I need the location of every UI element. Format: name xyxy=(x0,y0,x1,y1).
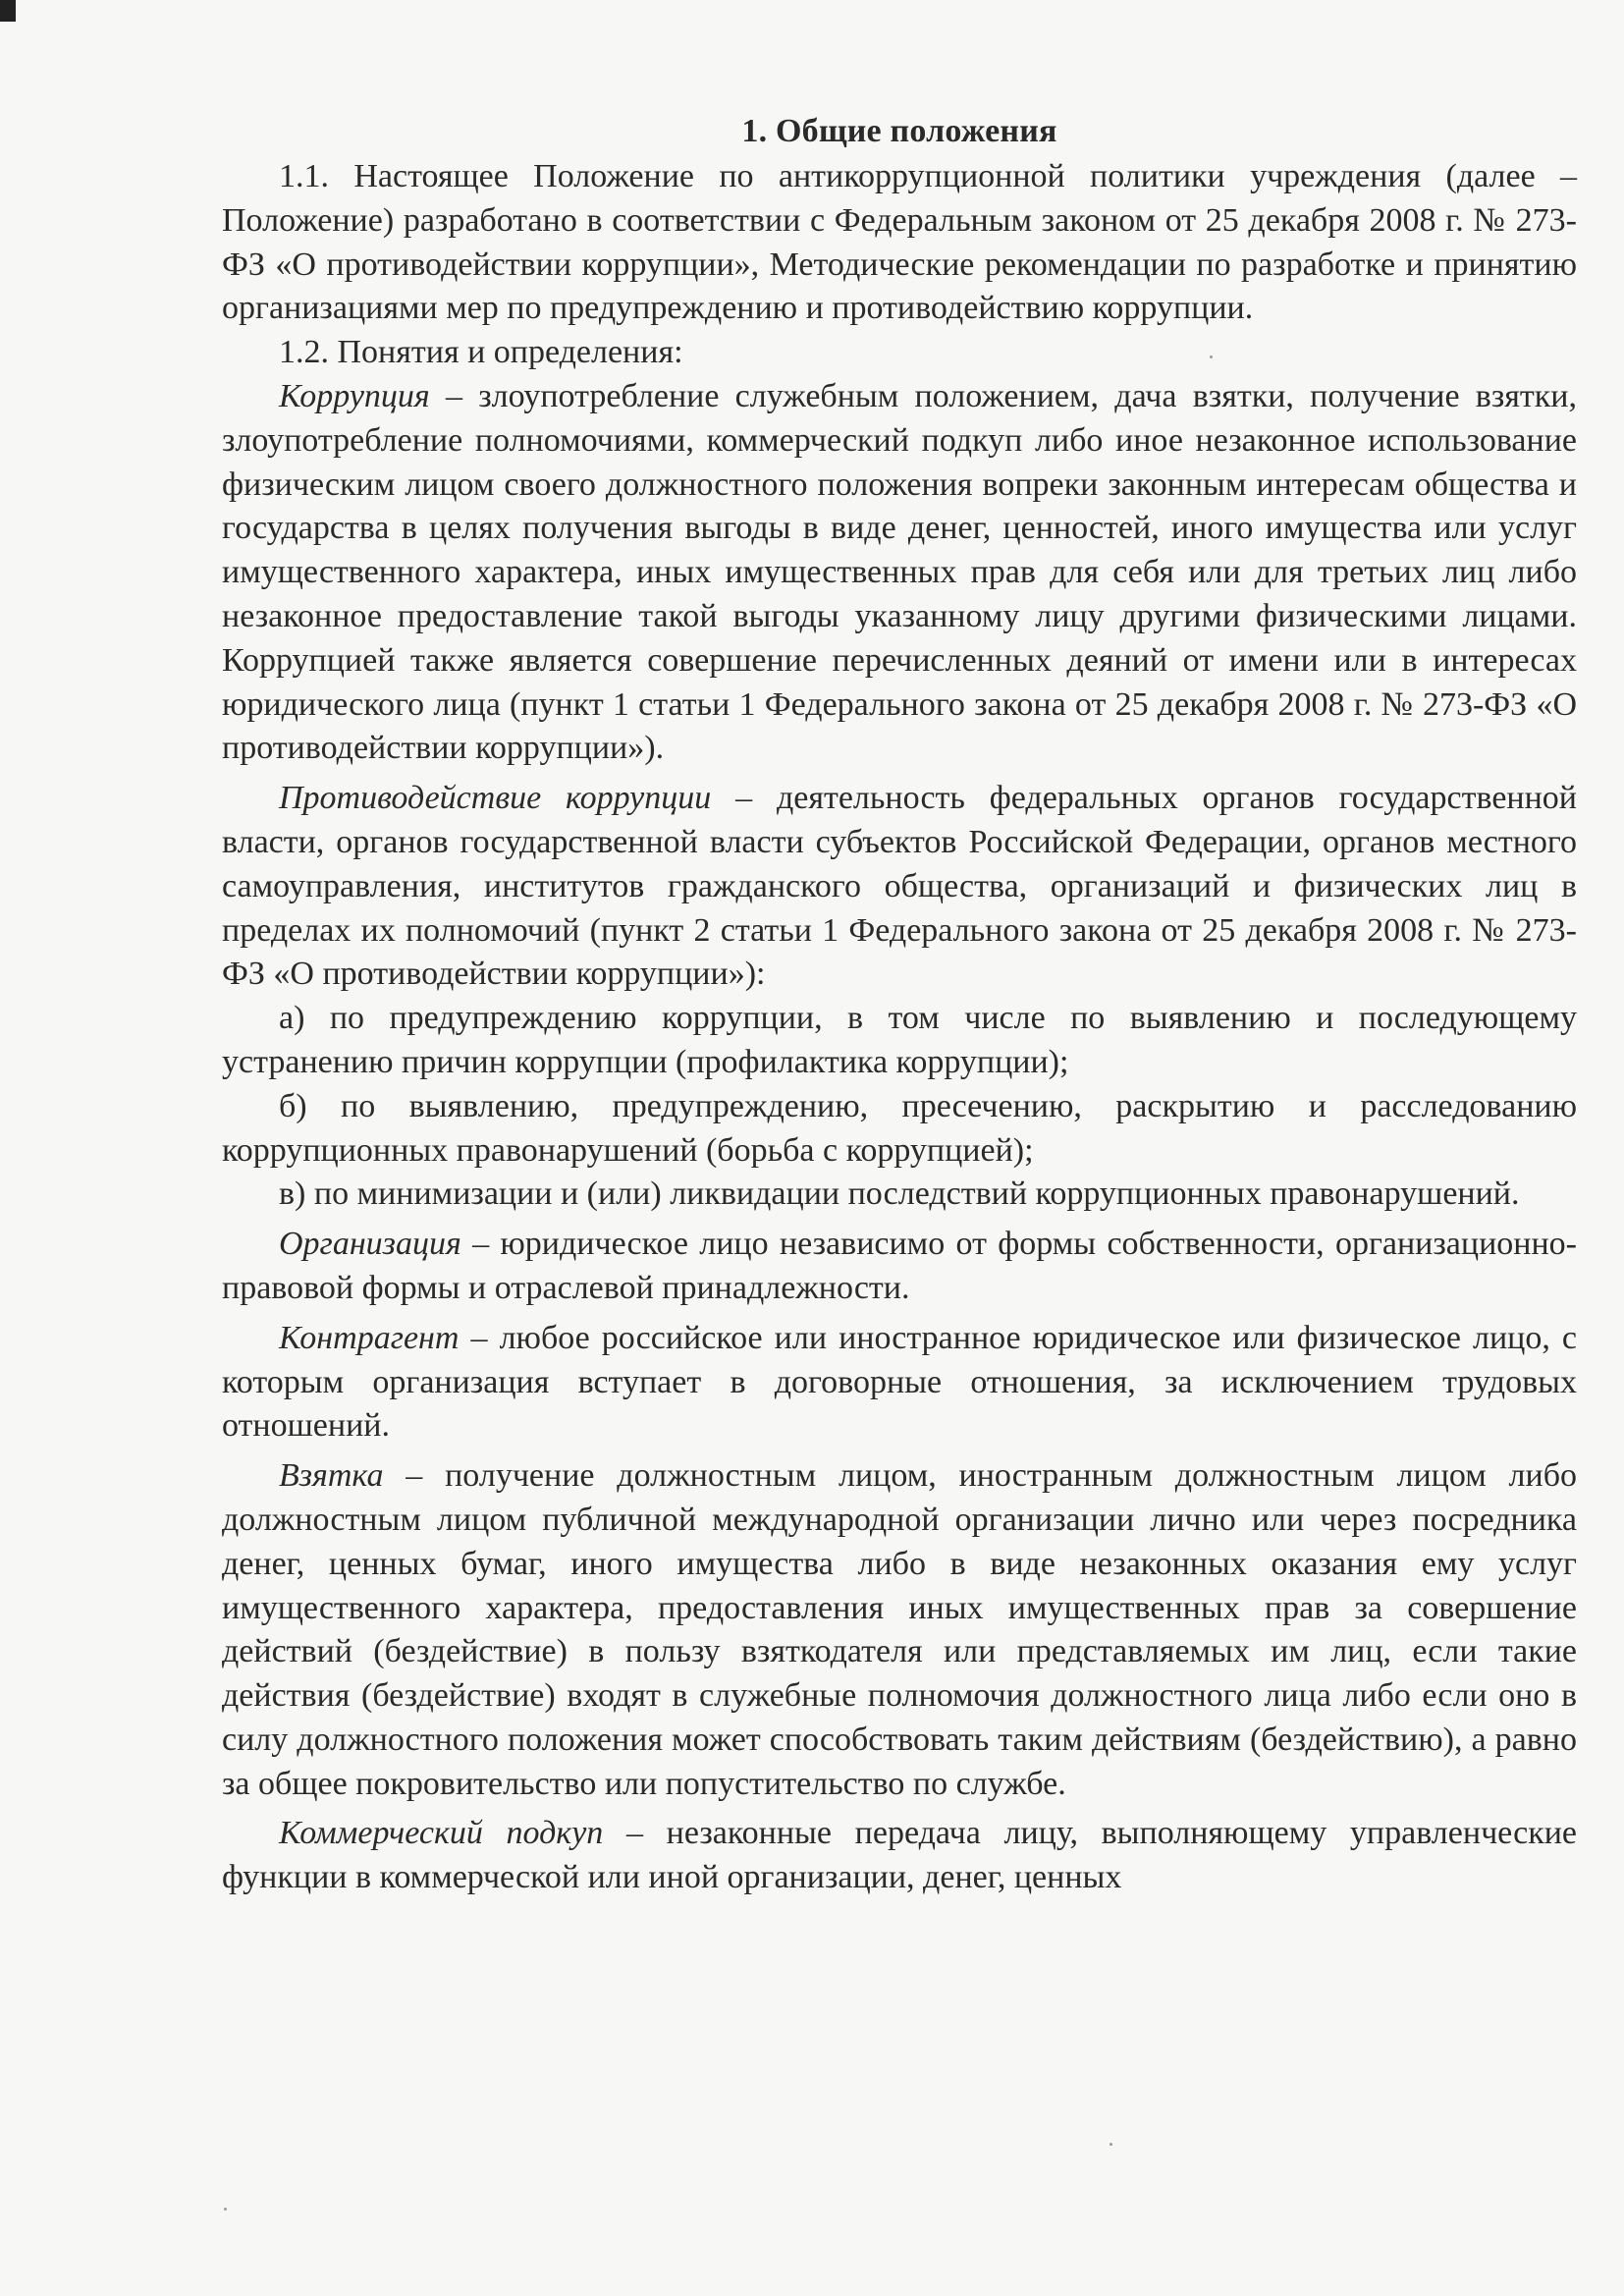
definition-bribe xyxy=(222,1454,1577,1806)
definition-term: Контрагент xyxy=(279,1319,460,1356)
definition-term: Противодействие коррупции xyxy=(279,780,712,817)
paragraph-1-2 xyxy=(222,331,1577,375)
list-item-a xyxy=(222,997,1577,1085)
definition-text: – юридическое лицо независимо от формы собственности, организационно-правовой формы и отраслевой принадлежности. xyxy=(222,1226,1577,1306)
definition-corruption xyxy=(222,375,1577,771)
document-page xyxy=(222,110,1577,1900)
definition-organization xyxy=(222,1223,1577,1311)
definition-counteraction xyxy=(222,777,1577,997)
list-item-text: а) по предупреждению коррупции, в том числе по выявлению и последующему устранению причин коррупции (профилактика коррупции); xyxy=(222,1000,1577,1080)
paragraph-text: 1.2. Понятия и определения: xyxy=(279,334,683,371)
list-item-b xyxy=(222,1085,1577,1174)
definition-commercial-bribery xyxy=(222,1812,1577,1900)
scan-speck xyxy=(224,2208,227,2211)
paragraph-text: 1.1. Настоящее Положение по антикоррупционной политики учреждения (далее – Положение) разработано в соответствии с Федеральным законом от 25 декабря 2008 г. № 273-ФЗ «О противодействии коррупции», Методические рекомендации по разработке и принятию организациями мер по предупреждению и противодействию коррупции. xyxy=(222,158,1577,327)
scan-edge-mark xyxy=(0,0,16,22)
list-item-c xyxy=(222,1173,1577,1217)
definition-text: – незаконные передача лицу, выполняющему управленческие функции в коммерческой или иной организации, денег, ценных xyxy=(222,1815,1577,1896)
definition-term: Коммерческий подкуп xyxy=(279,1815,604,1852)
list-item-text: в) по минимизации и (или) ликвидации последствий коррупционных правонарушений. xyxy=(279,1175,1520,1213)
definition-term: Коррупция xyxy=(279,377,430,414)
definition-term: Взятка xyxy=(279,1457,384,1495)
paragraph-1-1 xyxy=(222,155,1577,331)
list-item-text: б) по выявлению, предупреждению, пресечению, раскрытию и расследованию коррупционных правонарушений (борьба с коррупцией); xyxy=(222,1087,1577,1169)
scan-speck xyxy=(1110,2143,1112,2146)
definition-term: Организация xyxy=(279,1226,461,1263)
definition-text: – получение должностным лицом, иностранным должностным лицом либо должностным лицом публичной международной организации лично или через посредника денег, ценных бумаг, иного имущества либо в виде незаконных оказания ему услуг имущественного характера, предоставления иных имущественных прав за совершение действий (бездействие) в пользу взяткодателя или представляемых им лиц, если такие действия (бездействие) входят в служебные полномочия должностного лица либо если оно в силу должностного положения может способствовать таким действиям (бездействию), а равно за общее покровительство или попустительство по службе. xyxy=(222,1457,1577,1802)
definition-counterparty xyxy=(222,1317,1577,1449)
section-title: 1. Общие положения xyxy=(741,113,1057,149)
definition-text: – злоупотребление служебным положением, дача взятки, получение взятки, злоупотребление полномочиями, коммерческий подкуп либо иное незаконное использование физическим лицом своего должностного положения вопреки законным интересам общества и государства в целях получения выгоды в виде денег, ценностей, иного имущества или услуг имущественного характера, иных имущественных прав для себя или для третьих лиц либо незаконное предоставление такой выгоды указанному лицу другими физическими лицами. Коррупцией также является совершение перечисленных деяний от имени или в интересах юридического лица (пункт 1 статьи 1 Федерального закона от 25 декабря 2008 г. № 273-ФЗ «О противодействии коррупции»). xyxy=(222,377,1577,767)
definition-text: – деятельность федеральных органов государственной власти, органов государственной власти субъектов Российской Федерации, органов местного самоуправления, институтов гражданского общества, организаций и физических лиц в пределах их полномочий (пункт 2 статьи 1 Федерального закона от 25 декабря 2008 г. № 273-ФЗ «О противодействии коррупции»): xyxy=(222,780,1577,993)
definition-text: – любое российское или иностранное юридическое или физическое лицо, с которым организация вступает в договорные отношения, за исключением трудовых отношений. xyxy=(222,1319,1577,1445)
